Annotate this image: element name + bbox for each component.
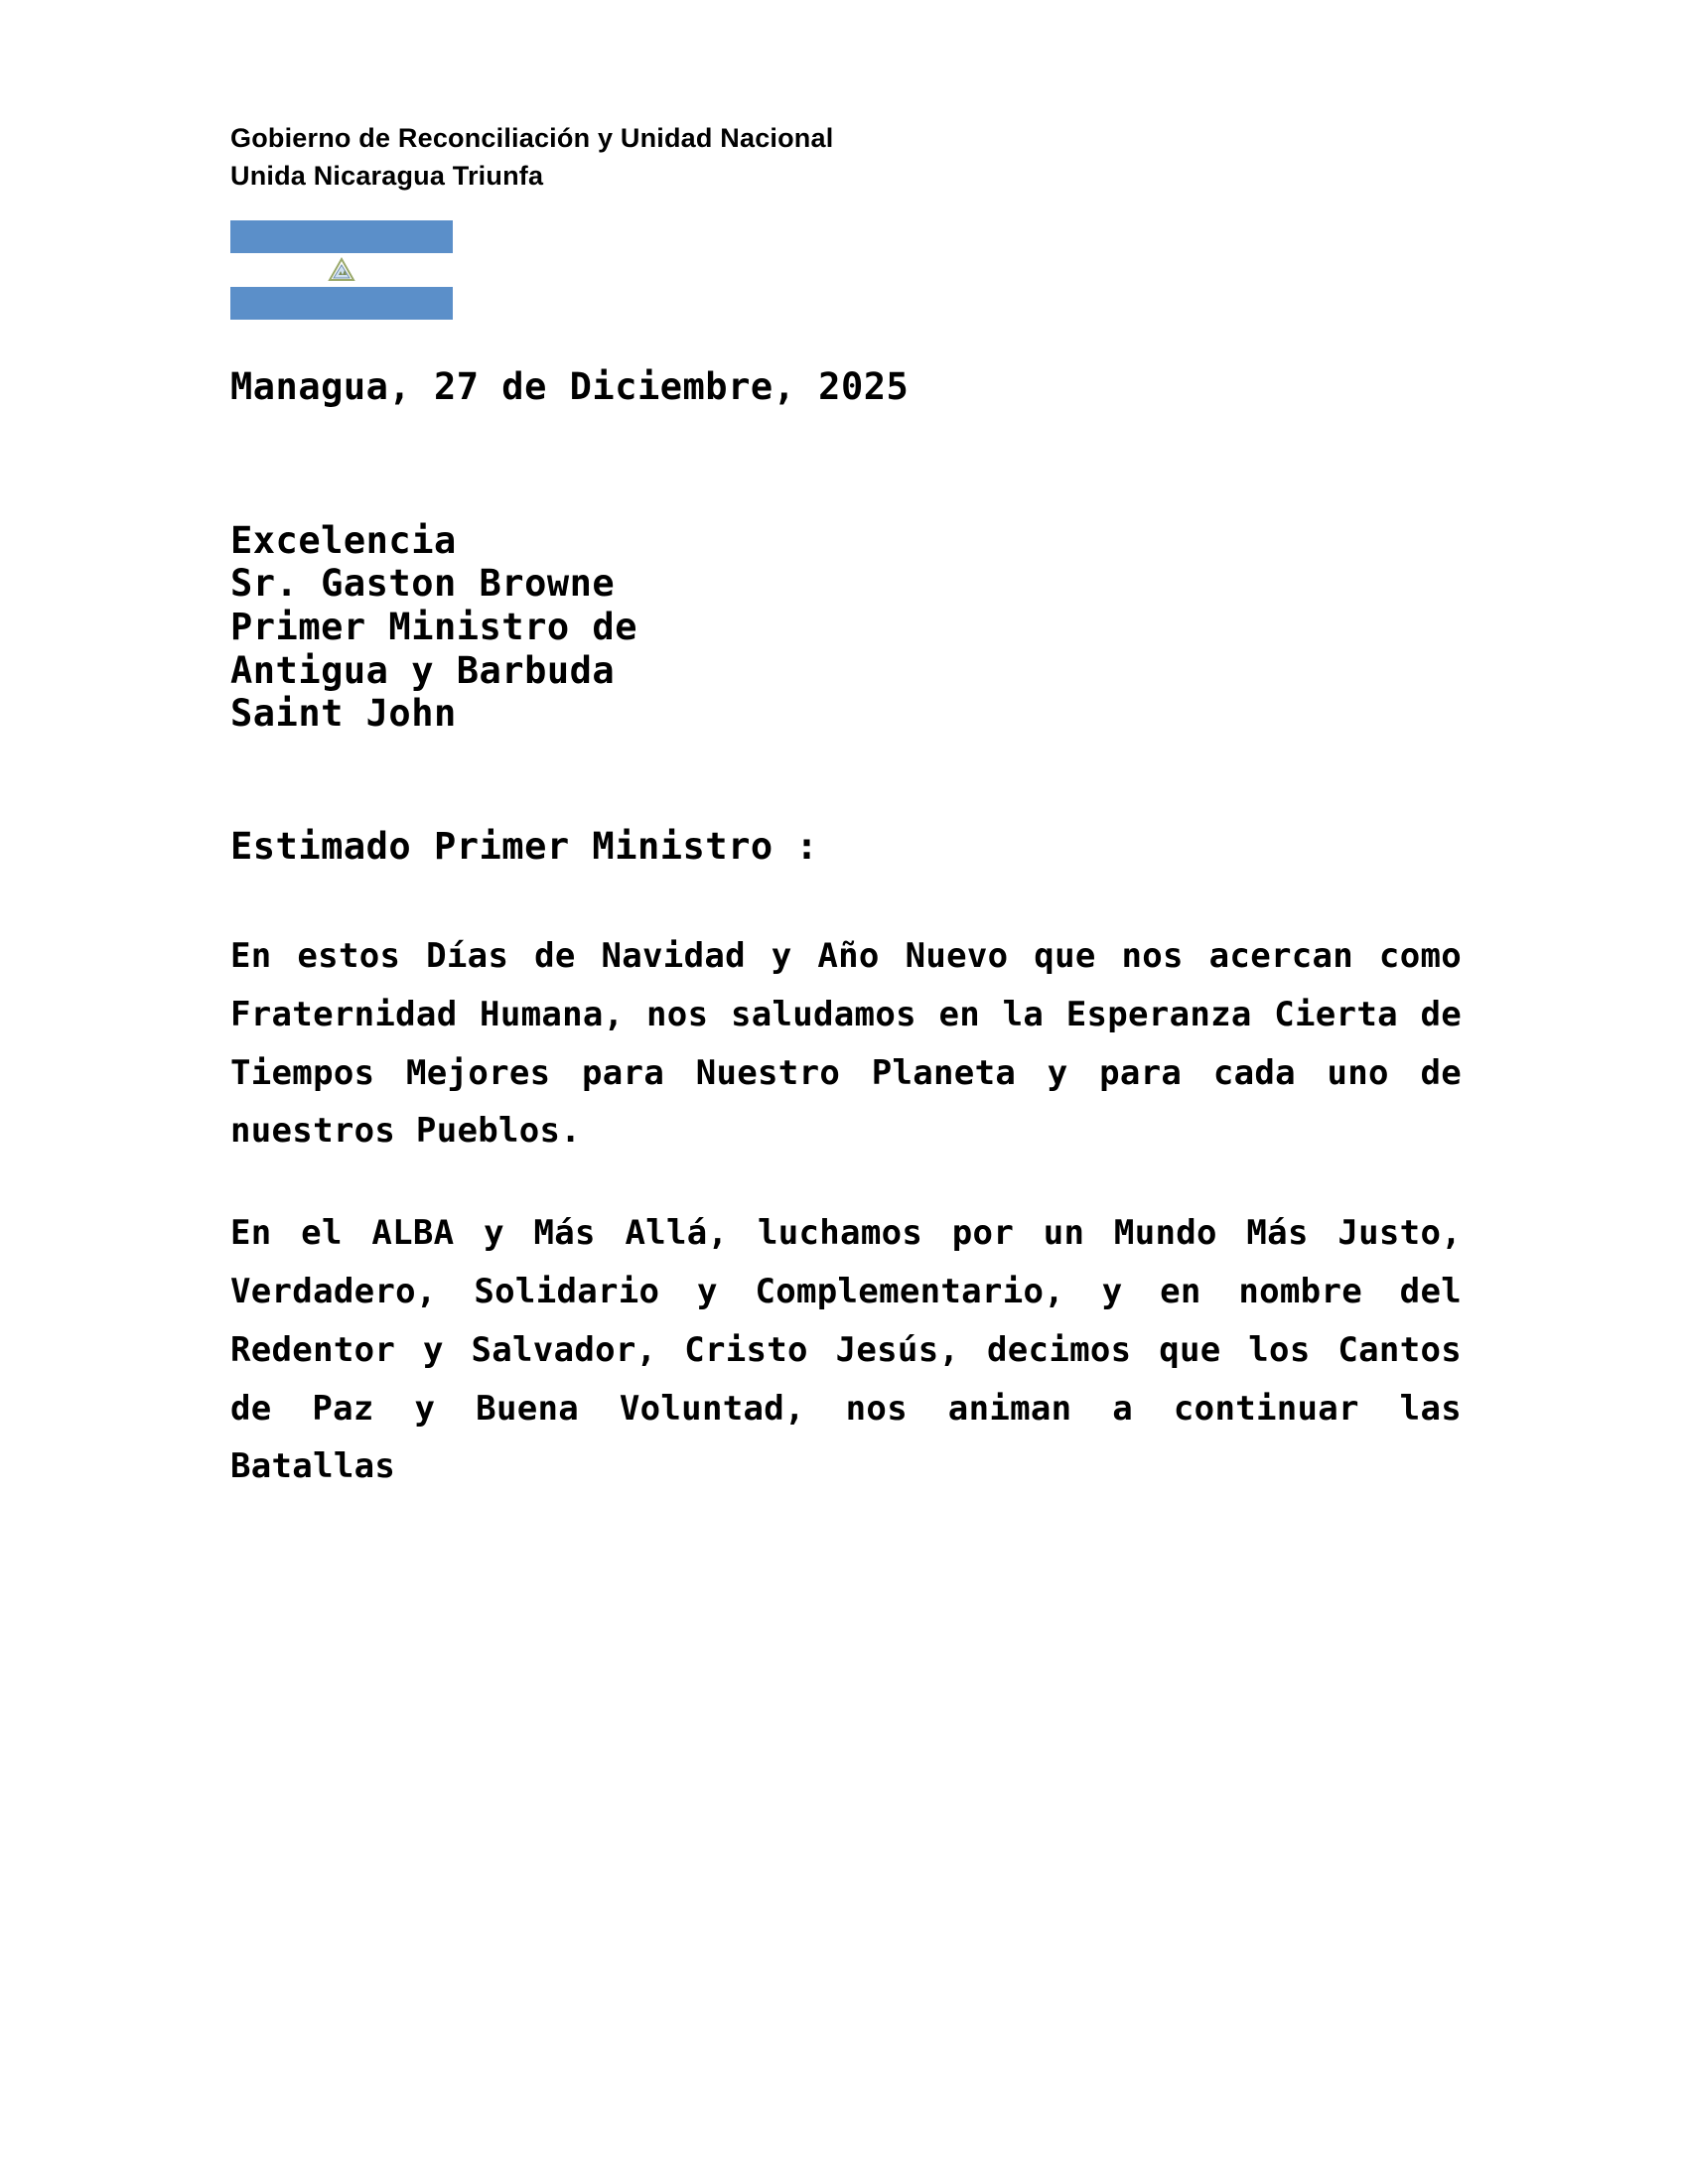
addressee-line-3: Primer Ministro de bbox=[230, 605, 637, 648]
letterhead bbox=[230, 119, 1460, 196]
letter-paragraph-1: En estos Días de Navidad y Año Nuevo que nos acercan como Fraternidad Humana, nos saludamos en la Esperanza Cierta de Tiempos Mejores para Nuestro Planeta y para cada uno de nuestros Pueblos. bbox=[230, 935, 1462, 1152]
letterhead-line-2: Unida Nicaragua Triunfa bbox=[230, 161, 544, 192]
flag-band-top bbox=[230, 220, 453, 253]
flag-band-bottom bbox=[230, 287, 453, 320]
addressee-line-5: Saint John bbox=[230, 692, 457, 736]
addressee-line-2: Sr. Gaston Browne bbox=[230, 562, 616, 606]
letterhead-line-1: Gobierno de Reconciliación y Unidad Nacional bbox=[230, 123, 834, 153]
addressee-line-4: Antigua y Barbuda bbox=[230, 648, 616, 692]
flag-emblem-icon bbox=[327, 256, 356, 284]
letter-date: Managua, 27 de Diciembre, 2025 bbox=[230, 364, 910, 408]
letter-paragraph-2: En el ALBA y Más Allá, luchamos por un Mundo Más Justo, Verdadero, Solidario y Complementario, y en nombre del Redentor y Salvador, Cristo Jesús, decimos que los Cantos de Paz y Buena Voluntad, nos animan a continuar las Batallas bbox=[230, 1213, 1462, 1487]
letter-addressee bbox=[230, 519, 1460, 736]
letter-salutation: Estimado Primer Ministro : bbox=[230, 824, 819, 868]
addressee-line-1: Excelencia bbox=[230, 518, 457, 562]
nicaragua-flag-icon bbox=[230, 220, 453, 320]
